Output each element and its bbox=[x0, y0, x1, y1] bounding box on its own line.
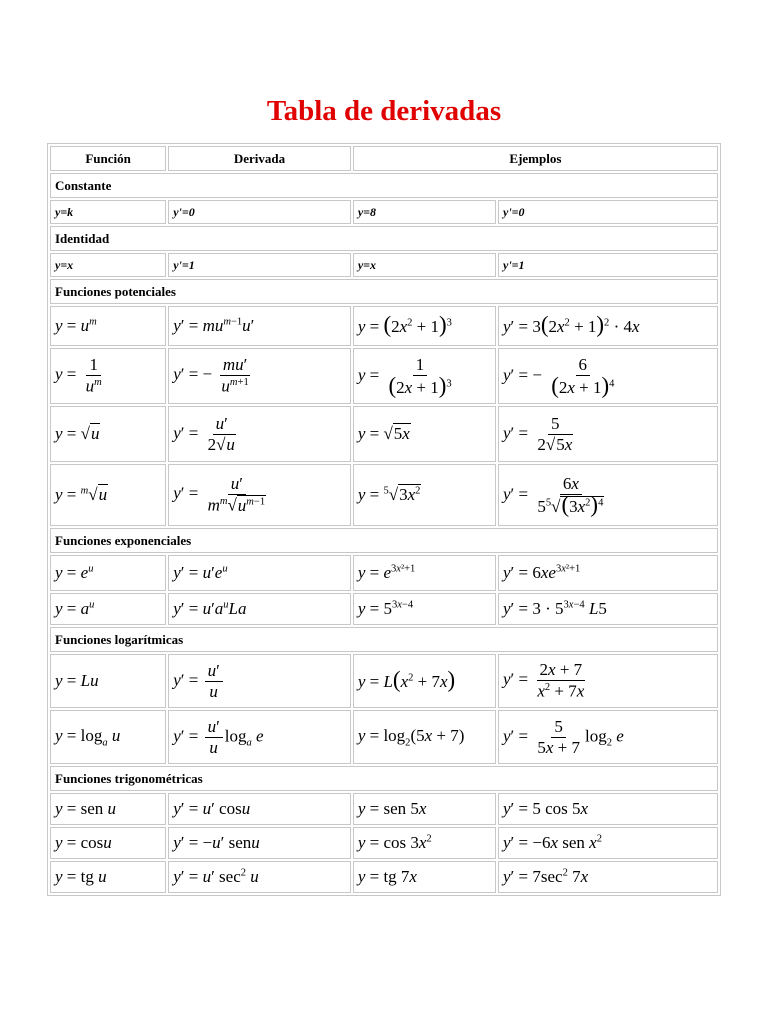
cell-ejemplo: y = tg 7x bbox=[353, 861, 496, 893]
cell-funcion: $y = u^m$ bbox=[50, 306, 166, 346]
cell-derivada: y′ = − $\frac{mu'}{u^{m+1}}$ bbox=[168, 348, 351, 404]
cell-ejemplo: $y = (2x^2 + 1)^3$ bbox=[353, 306, 496, 346]
cell-funcion: y = $^m$√u bbox=[50, 464, 166, 526]
cell-ejemplo-derivada: y′ = $\frac{2x + 7}{x^2 + 7x}$ bbox=[498, 654, 718, 708]
cell-funcion: y = cosu bbox=[50, 827, 166, 859]
cell-derivada: y′ = $\frac{u'}{m^m√u^{m-1}}$ bbox=[168, 464, 351, 526]
cell-derivada: $y' = mu^{m-1}u'$ bbox=[168, 306, 351, 346]
cell-derivada: y'=0 bbox=[168, 200, 351, 224]
cell-ejemplo-derivada: y′ = $\frac{6x}{5^5√(3x^2)^4}$ bbox=[498, 464, 718, 526]
cell-funcion: y = $\frac{1}{u^m}$ bbox=[50, 348, 166, 404]
cell-derivada: y'=1 bbox=[168, 253, 351, 277]
cell-derivada: y′ = $\frac{u'}{u}$ bbox=[168, 654, 351, 708]
cell-funcion: $y = a^u$ bbox=[50, 593, 166, 625]
cell-derivada: y′ = $\frac{u'}{u}$ $\log_a e$ bbox=[168, 710, 351, 764]
cell-funcion: y = Lu bbox=[50, 654, 166, 708]
cell-ejemplo-derivada: y'=0 bbox=[498, 200, 718, 224]
cell-derivada: y′ = u′ $\sec^2 u$ bbox=[168, 861, 351, 893]
cell-ejemplo-derivada: y′ = − $\frac{6}{(2x + 1)^4}$ bbox=[498, 348, 718, 404]
page-title: Tabla de derivadas bbox=[266, 95, 502, 127]
table-row bbox=[50, 200, 718, 224]
section-row bbox=[50, 173, 718, 198]
table-row bbox=[50, 253, 718, 277]
table-row bbox=[50, 464, 718, 526]
table-row bbox=[50, 827, 718, 859]
table-row bbox=[50, 710, 718, 764]
cell-ejemplo-derivada: y′ = $\frac{5}{5x + 7}$ $\log_2 e$ bbox=[498, 710, 718, 764]
cell-funcion: $y = \log_a u$ bbox=[50, 710, 166, 764]
cell-derivada: y′ = −u′ senu bbox=[168, 827, 351, 859]
section-row bbox=[50, 226, 718, 251]
cell-ejemplo-derivada: $y' = 7\sec^2$ 7x bbox=[498, 861, 718, 893]
cell-funcion: y = √u bbox=[50, 406, 166, 462]
cell-ejemplo-derivada: y'=1 bbox=[498, 253, 718, 277]
cell-derivada: $y' = u'a^uLa$ bbox=[168, 593, 351, 625]
header-row bbox=[50, 146, 718, 171]
cell-ejemplo: $y = \log_2(5x + 7)$ bbox=[353, 710, 496, 764]
cell-ejemplo: y=x bbox=[353, 253, 496, 277]
cell-ejemplo-derivada: $y' = 3(2x^2 + 1)^2 \cdot 4x$ bbox=[498, 306, 718, 346]
cell-funcion: y=k bbox=[50, 200, 166, 224]
cell-ejemplo: y = $\frac{1}{(2x + 1)^3}$ bbox=[353, 348, 496, 404]
section-potenciales: Funciones potenciales bbox=[50, 279, 718, 304]
section-trigonometricas: Funciones trigonométricas bbox=[50, 766, 718, 791]
table-row bbox=[50, 654, 718, 708]
table-row bbox=[50, 348, 718, 404]
cell-ejemplo: y = sen 5x bbox=[353, 793, 496, 825]
section-row bbox=[50, 528, 718, 553]
cell-ejemplo-derivada: $y' = 3 \cdot 5^{3x-4}$ L5 bbox=[498, 593, 718, 625]
section-logaritmicas: Funciones logarítmicas bbox=[50, 627, 718, 652]
header-derivada: Derivada bbox=[168, 146, 351, 171]
section-identidad: Identidad bbox=[50, 226, 718, 251]
cell-funcion: y=x bbox=[50, 253, 166, 277]
cell-ejemplo-derivada: y′ = 5 cos 5x bbox=[498, 793, 718, 825]
cell-ejemplo-derivada: y′ = −6x sen $x^2$ bbox=[498, 827, 718, 859]
table-row bbox=[50, 861, 718, 893]
cell-ejemplo: y=8 bbox=[353, 200, 496, 224]
cell-funcion: y = sen u bbox=[50, 793, 166, 825]
cell-funcion: y = tg u bbox=[50, 861, 166, 893]
table-row bbox=[50, 555, 718, 591]
table-row bbox=[50, 793, 718, 825]
cell-ejemplo: y = √5x bbox=[353, 406, 496, 462]
cell-ejemplo: $y = \cos 3x^2$ bbox=[353, 827, 496, 859]
cell-ejemplo-derivada: $y' = 6xe^{3x^2+1}$ bbox=[498, 555, 718, 591]
cell-derivada: y′ = $\frac{u'}{2√u}$ bbox=[168, 406, 351, 462]
cell-ejemplo: $y = L(x^2 + 7x)$ bbox=[353, 654, 496, 708]
section-exponenciales: Funciones exponenciales bbox=[50, 528, 718, 553]
cell-ejemplo: $y = e^{3x^2+1}$ bbox=[353, 555, 496, 591]
section-row bbox=[50, 766, 718, 791]
cell-ejemplo: $y = 5^{3x-4}$ bbox=[353, 593, 496, 625]
table-row bbox=[50, 406, 718, 462]
section-constante: Constante bbox=[50, 173, 718, 198]
section-row bbox=[50, 279, 718, 304]
cell-derivada: $y' = u'e^u$ bbox=[168, 555, 351, 591]
table-row bbox=[50, 593, 718, 625]
table-row bbox=[50, 306, 718, 346]
header-ejemplos: Ejemplos bbox=[353, 146, 718, 171]
section-row bbox=[50, 627, 718, 652]
derivatives-table bbox=[47, 143, 721, 896]
cell-ejemplo: $y = ^5√3x^2$ bbox=[353, 464, 496, 526]
header-funcion: Función bbox=[50, 146, 166, 171]
cell-ejemplo-derivada: y′ = $\frac{5}{2√5x}$ bbox=[498, 406, 718, 462]
cell-funcion: $y = e^u$ bbox=[50, 555, 166, 591]
cell-derivada: y′ = u′ cosu bbox=[168, 793, 351, 825]
